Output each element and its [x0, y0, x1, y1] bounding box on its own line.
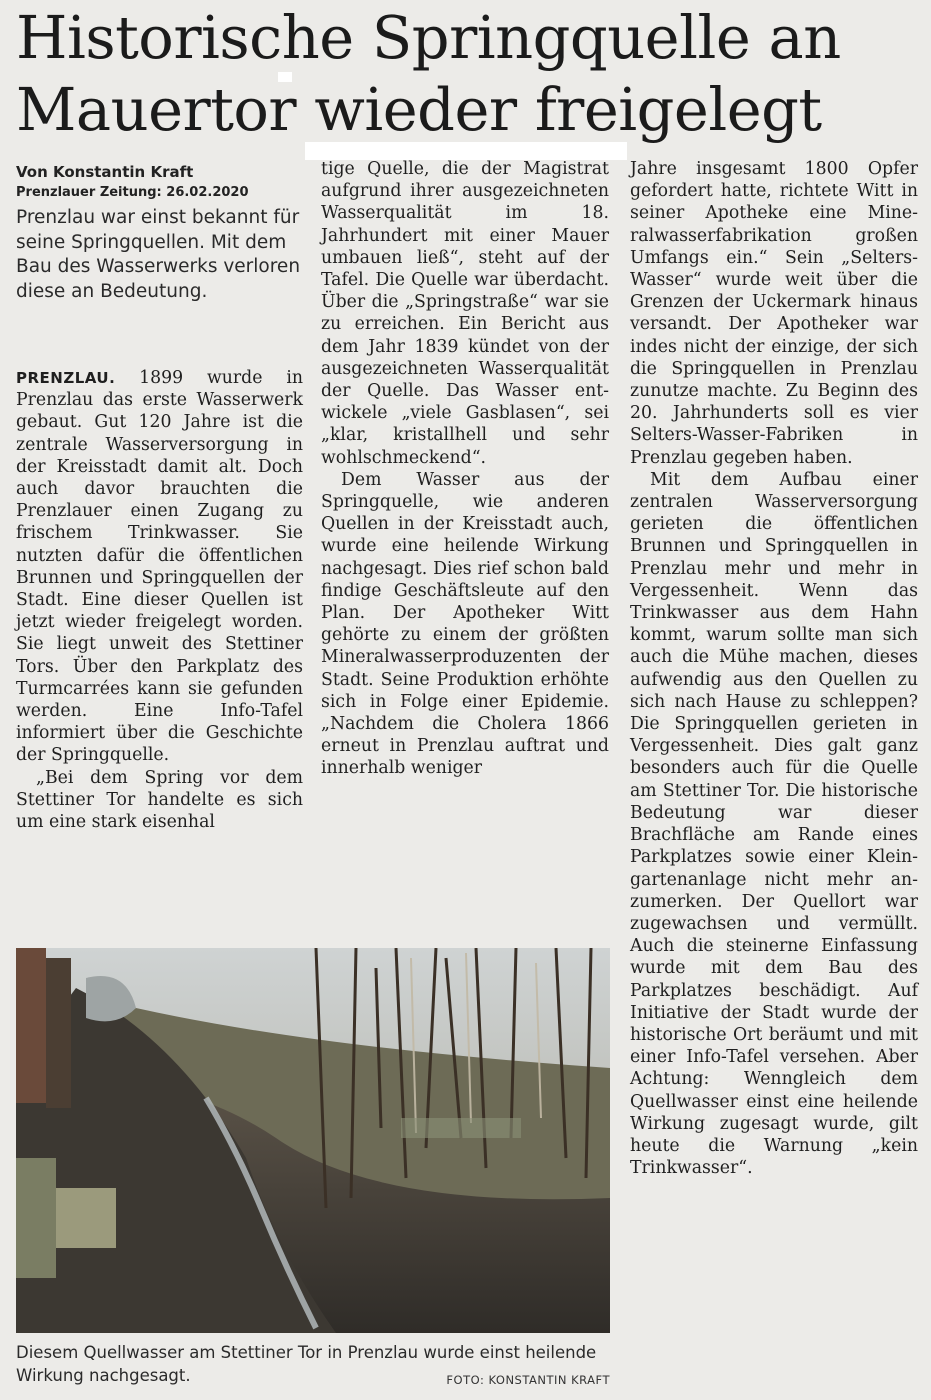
article-column-3: [630, 158, 918, 1179]
photo-credit: FOTO: KONSTANTIN KRAFT: [446, 1373, 610, 1387]
source-dateline: Prenzlauer Zeitung: 26.02.2020: [16, 185, 249, 200]
column-1-paragraph-1-text: 1899 wurde in Prenzlau das erste Wasserwerk gebaut. Gut 120 Jahre ist die zentrale Wasserversorgung in der Kreisstadt damit alt. Doch auch davor brauchten die Prenzlauer einen Zugang zu frischem Trinkwasser. Sie nutzten dafür die öffentlichen Brunnen und Springquellen der Stadt. Eine dieser Quellen ist jetzt wieder freigelegt worden. Sie liegt unweit des Stettiner Tors. Über den Parkplatz des Turmcarrées kann sie gefunden werden. Eine Info-Tafel informiert über die Geschichte der Springquelle.: [16, 368, 303, 766]
location-tag: PRENZLAU.: [16, 369, 116, 387]
column-2-paragraph-2: Dem Wasser aus der Springquelle, wie anderen Quellen in der Kreisstadt auch, wurde eine heilende Wirkung nachgesagt. Dies rief schon bald findige Geschäftsleute auf den Plan. Der Apotheker Witt gehörte zu einem der größten Mineralwasserproduzenten der Stadt. Seine Produktion erhöhte sich in Folge einer Epidemie. „Nachdem die Cholera 1866 erneut in Prenzlau auftrat und innerhalb weniger: [321, 469, 609, 779]
headline: [16, 2, 916, 146]
spring-photo: [16, 948, 610, 1333]
author-byline: Von Konstantin Kraft: [16, 163, 194, 181]
photo-caption: Diesem Quellwasser am Stettiner Tor in Prenzlau wurde einst heilende Wirkung nachgesagt.: [16, 1343, 597, 1385]
column-1-paragraph-1: [16, 367, 303, 767]
article-column-1: [16, 367, 303, 833]
column-3-paragraph-1: Jahre insgesamt 1800 Opfer gefordert hatte, richtete Witt in seiner Apotheke eine Mineralwasserfabrikation großen Umfangs ein.“ Sein „Selters-Wasser“ wurde weit über die Grenzen der Uckermark hinaus versandt. Der Apotheker war indes nicht der einzige, der sich die Springquellen in Prenzlau zunutze machte. Zu Beginn des 20. Jahrhunderts soll es vier Selters-Wasser-Fabriken in Prenzlau gegeben haben.: [630, 159, 918, 468]
headline-line-2: Mauertor wieder freigelegt: [16, 75, 822, 144]
column-1-paragraph-2: „Bei dem Spring vor dem Stettiner Tor handelte es sich um eine stark eisenhal: [16, 767, 303, 833]
article-teaser: Prenzlau war einst bekannt für seine Springquellen. Mit dem Bau des Wasserwerks verloren diese an Bedeutung.: [16, 207, 301, 302]
column-2-paragraph-1: tige Quelle, die der Magistrat aufgrund ihrer ausgezeichneten Wasserqualität im 18. Jahrhundert mit einer Mauer umbauen ließ“, steht auf der Tafel. Die Quelle war überdacht. Über die „Springstraße“ war sie zu erreichen. Ein Bericht aus dem Jahr 1839 kündet von der ausgezeichneten Wasserqualität der Quelle. Das Wasser entwickele „viele Gasblasen“, sei „klar, kristallhell und sehr wohlschmeckend“.: [321, 159, 609, 468]
column-3-paragraph-2: Mit dem Aufbau einer zentralen Wasserversorgung gerieten die öffentlichen Brunnen und Springquellen in Prenzlau mehr und mehr in Vergessenheit. Wenn das Trinkwasser aus dem Hahn kommt, warum sollte man sich auch die Mühe machen, dieses aufwendig aus den Quellen zu sich nach Hause zu schleppen? Die Springquellen gerieten in Vergessenheit. Dies galt ganz besonders auch für die Quelle am Stettiner Tor. Die historische Bedeutung war dieser Brachfläche am Rande eines Parkplatzes sowie einer Kleingartenanlage nicht mehr anzumerken. Der Quellort war zugewachsen und vermüllt. Auch die steinerne Einfassung wurde mit dem Bau des Parkplatzes beschädigt. Auf Initiative der Stadt wurde der historische Ort beräumt und mit einer Info-Tafel versehen. Aber Achtung: Wenngleich dem Quellwasser einst eine heilende Wirkung zugesagt wurde, gilt heute die Warnung „kein Trinkwasser“.: [630, 469, 918, 1179]
headline-line-1: Historische Springquelle an: [16, 3, 841, 72]
article-column-2: [321, 158, 609, 780]
